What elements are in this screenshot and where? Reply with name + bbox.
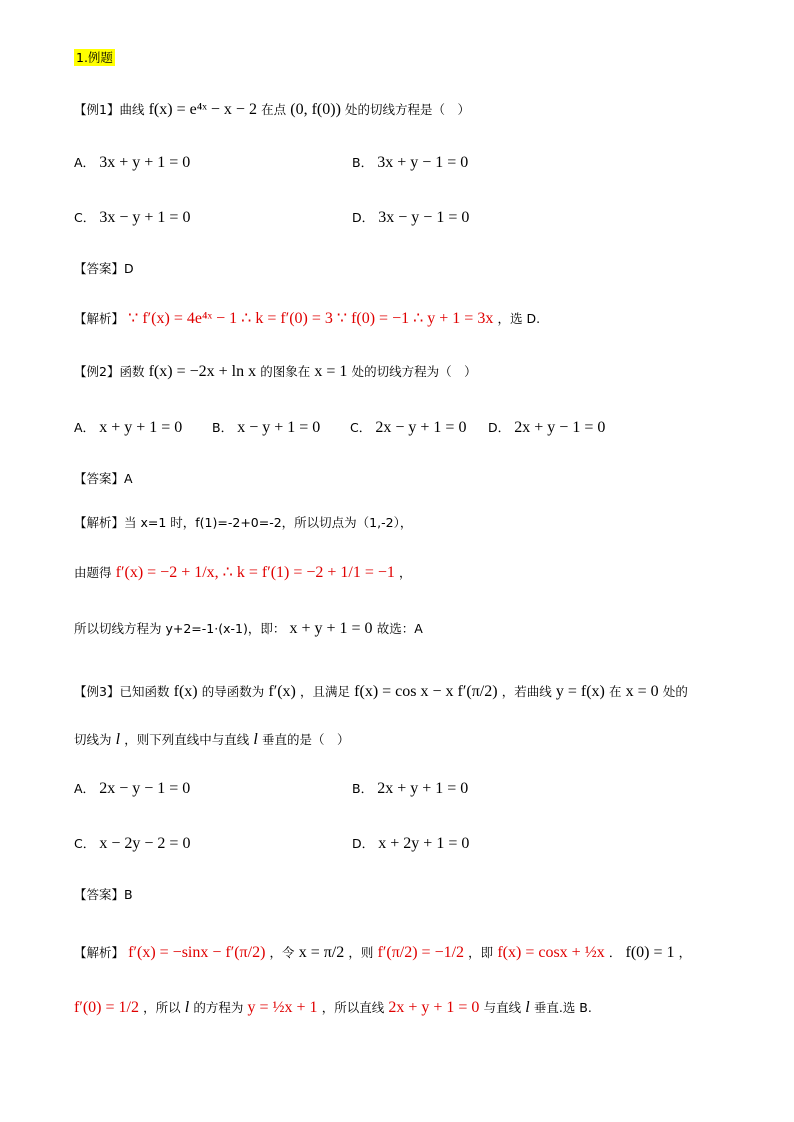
ex1-option-b [352, 153, 468, 174]
ex3-analysis-line1 [74, 943, 691, 964]
ex2-suffix: 处的切线方程为（ ） [351, 364, 477, 379]
option-expr: 3x + y − 1 = 0 [377, 154, 469, 171]
ex2-analysis-line3 [74, 619, 423, 640]
ex1-option-d [352, 208, 469, 229]
ex1-analysis-tail: ，选 D. [497, 311, 541, 326]
ex1-answer [74, 259, 134, 280]
ex3-b1-tail: ，所以 [143, 1000, 181, 1015]
ex2-function: f(x) = −2x + ln x [148, 363, 257, 380]
ex2-prefix: 【例2】函数 [74, 364, 145, 379]
ex3-mid3: ，若曲线 [501, 684, 552, 699]
ex2-line3-tail: 故选：A [376, 621, 423, 636]
option-label: A． [74, 155, 96, 170]
ex3-line-l: l [253, 731, 258, 748]
ex2-option-a [74, 418, 212, 439]
section-title [74, 48, 115, 69]
ex3-a3-tail: ，即 [468, 945, 494, 960]
ex3-a5-tail: ， [678, 945, 692, 960]
ex1-function: f(x) = e⁴ˣ − x − 2 [148, 101, 257, 118]
ex3-a1: f′(x) = −sinx − f′(π/2) [128, 944, 266, 961]
ex3-line2b: ，则下列直线中与直线 [124, 732, 250, 747]
ex3-a5: f(0) = 1 [625, 944, 675, 961]
ex3-a3: f′(π/2) = −1/2 [377, 944, 465, 961]
option-expr: 3x − y − 1 = 0 [378, 209, 470, 226]
ex3-analysis-line2 [74, 998, 592, 1019]
ex3-b1: f′(0) = 1/2 [74, 999, 139, 1016]
ex2-mid: 的图象在 [260, 364, 311, 379]
ex3-a4: f(x) = cosx + ½x [497, 944, 605, 961]
ex3-fpx: f′(x) [268, 683, 296, 700]
ex3-a2: x = π/2 [298, 944, 345, 961]
ex1-answer-text: 【答案】D [74, 261, 134, 276]
ex3-line2a: 切线为 [74, 732, 112, 747]
ex3-b5-tail: 垂直.选 B. [533, 1000, 592, 1015]
ex1-option-c [74, 208, 190, 229]
ex1-analysis-math: ∵ f′(x) = 4e⁴ˣ − 1 ∴ k = f′(0) = 3 ∵ f(0) = −1 ∴ y + 1 = 3x [128, 310, 494, 327]
option-label: B． [352, 781, 374, 796]
ex3-b4: 2x + y + 1 = 0 [388, 999, 480, 1016]
ex3-answer [74, 885, 133, 906]
ex3-curve: y = f(x) [555, 683, 605, 700]
ex2-line3-prefix: 所以切线方程为 y+2=-1·(x-1)，即： [74, 621, 286, 636]
ex3-line-l: l [115, 731, 121, 748]
ex3-a4-tail: ． [608, 945, 622, 960]
option-label: A． [74, 420, 96, 435]
section-title-text: 1.例题 [76, 50, 113, 65]
ex3-b4-tail: 与直线 [483, 1000, 522, 1015]
ex3-line2c: 垂直的是（ ） [262, 732, 350, 747]
ex2-option-d [488, 418, 605, 439]
example-3-question-line2 [74, 730, 350, 751]
ex3-b3: y = ½x + 1 [247, 999, 318, 1016]
ex3-option-c [74, 834, 190, 855]
ex3-line-l: l [525, 999, 530, 1016]
option-label: B． [352, 155, 374, 170]
ex3-option-b [352, 779, 468, 800]
ex2-line2-prefix: 由题得 [74, 565, 112, 580]
ex3-a2-tail: ，则 [348, 945, 374, 960]
option-expr: 2x − y + 1 = 0 [375, 419, 467, 436]
option-expr: 2x − y − 1 = 0 [99, 780, 191, 797]
ex3-option-a [74, 779, 190, 800]
ex3-b3-tail: ，所以直线 [321, 1000, 385, 1015]
option-label: B． [212, 420, 234, 435]
ex2-line2-math: f′(x) = −2 + 1/x, ∴ k = f′(1) = −2 + 1/1 = −1 [115, 564, 395, 581]
ex3-prefix: 【例3】已知函数 [74, 684, 170, 699]
ex2-analysis-line2 [74, 563, 412, 584]
option-label: C． [350, 420, 372, 435]
ex3-at: x = 0 [625, 683, 659, 700]
ex3-mid1: 的导函数为 [201, 684, 265, 699]
ex2-line3-math: x + y + 1 = 0 [289, 620, 373, 637]
option-label: C． [74, 210, 96, 225]
ex2-options [74, 418, 605, 439]
option-expr: x − y + 1 = 0 [237, 419, 321, 436]
option-label: D． [352, 836, 375, 851]
ex1-mid: 在点 [261, 102, 287, 117]
ex1-option-a [74, 153, 190, 174]
ex1-point: (0, f(0)) [290, 101, 341, 118]
ex2-analysis-text: 【解析】当 x=1 时，f(1)=-2+0=-2，所以切点为（1,-2）， [74, 515, 413, 530]
option-expr: 2x + y − 1 = 0 [514, 419, 606, 436]
option-label: D． [352, 210, 375, 225]
ex2-analysis-line1 [74, 513, 412, 534]
option-label: D． [488, 420, 511, 435]
option-expr: x + 2y + 1 = 0 [378, 835, 470, 852]
ex2-answer-text: 【答案】A [74, 471, 133, 486]
example-2-question [74, 362, 477, 383]
ex3-b2-tail: 的方程为 [193, 1000, 244, 1015]
option-expr: x − 2y − 2 = 0 [99, 835, 191, 852]
ex2-answer [74, 469, 133, 490]
ex2-option-c [350, 418, 488, 439]
ex1-analysis [74, 309, 540, 330]
option-expr: 2x + y + 1 = 0 [377, 780, 469, 797]
ex3-analysis-label: 【解析】 [74, 945, 125, 960]
ex3-fx: f(x) [173, 683, 198, 700]
ex3-option-d [352, 834, 469, 855]
ex2-option-b [212, 418, 350, 439]
ex2-at: x = 1 [314, 363, 348, 380]
ex3-suffix: 处的 [662, 684, 688, 699]
example-3-question-line1 [74, 682, 688, 703]
ex1-analysis-label: 【解析】 [74, 311, 125, 326]
ex1-suffix: 处的切线方程是（ ） [345, 102, 471, 117]
ex3-mid4: 在 [609, 684, 622, 699]
ex1-prefix: 【例1】曲线 [74, 102, 145, 117]
option-label: A． [74, 781, 96, 796]
ex3-mid2: ，且满足 [300, 684, 351, 699]
example-1-question [74, 100, 470, 121]
ex3-a1-tail: ，令 [269, 945, 295, 960]
ex3-condition: f(x) = cos x − x f′(π/2) [354, 683, 498, 700]
option-expr: 3x + y + 1 = 0 [99, 154, 191, 171]
option-label: C． [74, 836, 96, 851]
ex2-line2-tail: ， [399, 565, 412, 580]
ex3-answer-text: 【答案】B [74, 887, 133, 902]
ex3-line-l: l [184, 999, 190, 1016]
option-expr: 3x − y + 1 = 0 [99, 209, 191, 226]
option-expr: x + y + 1 = 0 [99, 419, 183, 436]
